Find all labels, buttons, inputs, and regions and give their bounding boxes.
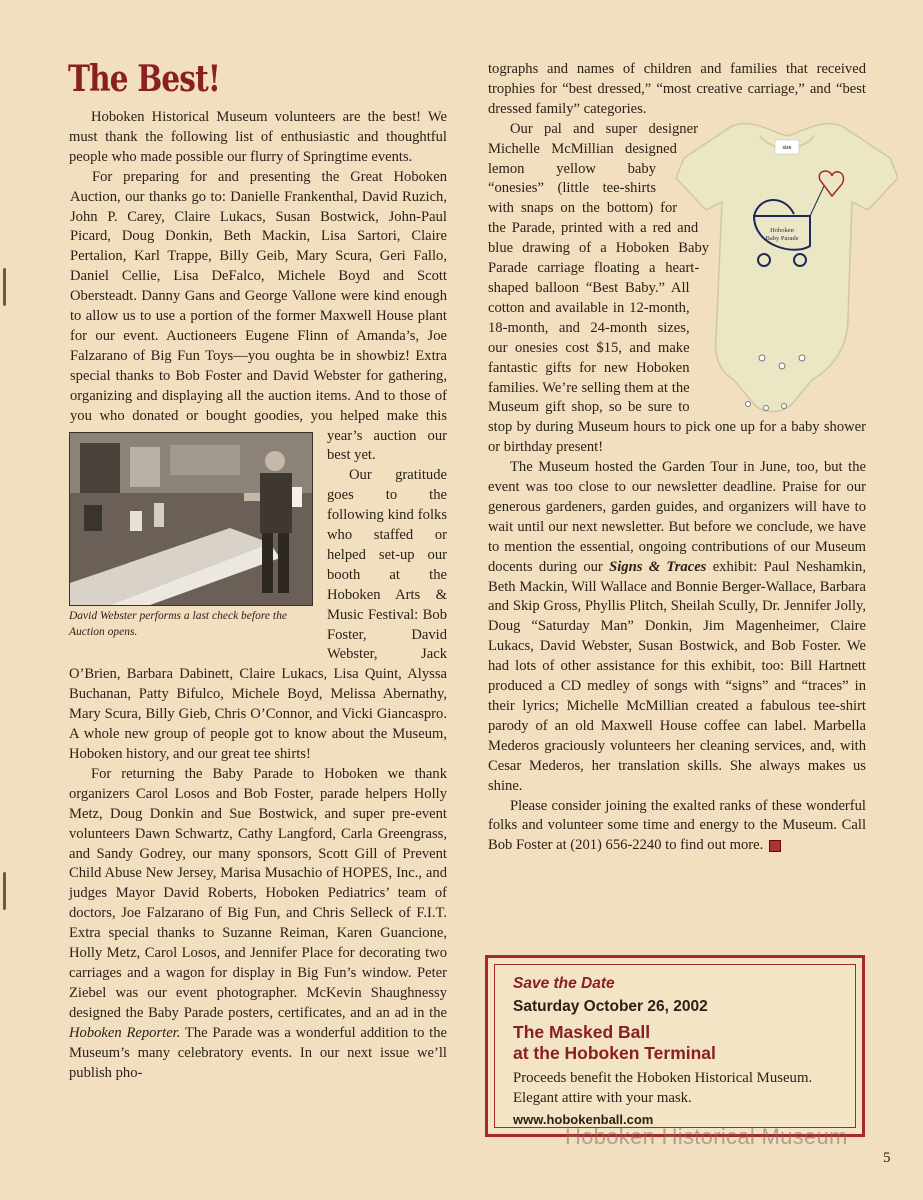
onesie-print-line1: Hoboken: [770, 226, 794, 234]
paragraph-festival: Our gratitude goes to the following kind folks who staffed or helped set-up our booth at the Hoboken Arts & Music Festival: Bob Foster, David Webster, Jack O’Brien, Barbara Dabinett, Claire Lukacs, Lisa Quint, Alyssa Buchanan, Patty Bifulco, Michele Boyd, Melissa Abernathy, Mary Scura, Billy Gieb, Chris O’Connor, and Vicki Giancaspro. A whole new group of people got to know about the Museum, Hoboken history, and our great tee shirts!: [69, 467, 447, 762]
paragraph-onesies: Our pal and super designer Michelle McMillian designed lemon yellow baby “onesies” (little tee-shirts with snaps on the bottom) for the Parade, printed with a red and blue drawing of a Hoboken Baby Parade carriage floating a heart-shaped balloon “Best Baby.” All cotton and available in 12-month, 18-month, and 24-month sizes, our onesies cost $15, and make fantastic gifts for new Hoboken families. We’re selling them at the Museum gift shop, so be sure to stop by during Museum hours to pick one up for a baby shower or birthday present!: [488, 120, 866, 456]
photo-caption: David Webster performs a last check before the Auction opens.: [69, 610, 287, 638]
ad-date: Saturday October 26, 2002: [513, 998, 708, 1015]
paragraph-baby-parade: [69, 765, 447, 1084]
paragraph-closing: [488, 797, 866, 857]
ad-desc-line2: Elegant attire with your mask.: [513, 1090, 692, 1106]
onesie-print-line2: Baby Parade: [765, 234, 799, 242]
right-column: [488, 60, 866, 856]
ad-inner-frame: [494, 964, 856, 1128]
closing-text: Please consider joining the exalted ranks of these wonderful folks and volunteer some time and energy to the Museum. Call Bob Foster at (201) 656-2240 to find out more.: [488, 797, 866, 854]
binder-hole: [3, 872, 6, 910]
baby-parade-text-end: The Parade was a wonderful addition to the Museum’s many celebratory events. In our next issue we’ll publish pho-: [69, 1024, 447, 1081]
binder-hole: [3, 268, 6, 306]
paragraph-intro: Hoboken Historical Museum volunteers are the best! We must thank the following list of enthusiastic and thoughtful people who made possible our flurry of Springtime events.: [69, 109, 447, 165]
photo-illustration: [70, 433, 312, 605]
auction-text: For preparing for and presenting the Great Hoboken Auction, our thanks go to: Danielle Frankenthal, David Ruzich, John P. Carey, Claire Lukacs, Susan Bostwick, John-Paul Picard, Doug Donkin, Beth Mackin, Lisa Sartori, Claire Pertalion, Karl Trappe, Billy Geib, Mary Scura, Geri Fallo, Daniel Cellie, Lisa DeFalco, Michele Boyd and Scott Obersteadt. Danny Gans and George Vallone were kind enough to allow us to use a portion of the former Maxwell House plant for our event. Auctioneers Eugene Flinn of Amanda’s, Joe Falzarano of Big Fun Toys—you oughta be in showbiz! Extra special thanks to Bob Foster and David Webster for gathering, organizing and displaying all the auction items. And to those of you who donated or bought goodies, you helped make this year’s auction our best yet.: [70, 168, 447, 464]
ad-save-heading: Save the Date: [513, 975, 615, 992]
auction-photo: [69, 432, 315, 640]
paragraph-docents: [488, 458, 866, 796]
ad-event-title: [513, 1022, 843, 1064]
paragraph-auction: [69, 168, 447, 467]
page-number: 5: [883, 1150, 891, 1166]
exhibit-name: Signs & Traces: [609, 558, 707, 575]
baby-parade-text: For returning the Baby Parade to Hoboken we thank organizers Carol Losos and Bob Foster, parade helpers Holly Metz, Doug Donkin and Sue Bostwick, and super pre-event volunteers Dawn Schwartz, Cathy Langford, Carla Greengrass, and Sandy Godrey, our many sponsors, Scott Gill of Prevent Child Abuse New Jersey, Marisa Musachio of HOPES, Inc., and judges Mayor David Roberts, Hoboken Pediatrics’ team of doctors, Joe Falzarano of Big Fun, and Chris Selleck of F.I.T. Extra special thanks to Suzanne Reiman, Karen Guancione, Holly Metz, Carol Losos, and Jennifer Place for decorating two carriages and a wagon for display in Big Fun’s window. Peter Ziebel was our event photographer. McKevin Shaughnessy designed the Baby Parade posters, certificates, and an ad in the: [69, 765, 447, 1021]
ad-description: [513, 1068, 843, 1108]
paragraph-trophies: tographs and names of children and families that received trophies for “best dressed,” “most creative carriage,” and “best dressed family” categories.: [488, 61, 866, 117]
end-of-article-icon: [769, 840, 781, 852]
svg-text:size: size: [782, 144, 792, 151]
docents-text-end: exhibit: Paul Neshamkin, Beth Mackin, Will Wallace and Bonnie Berger-Wallace, Barbara and Skip Gross, Phyllis Plitch, Sheilah Scully, Dr. Jennifer Jolly, Doug “Saturday Man” Donkin, Jim Magenheimer, Claire Lukacs, David Webster, Susan Bostwick, and Bob Foster. We had lots of other assistance for this exhibit, too: Bill Hartnett produced a CD medley of songs with “signs” and “traces” in their lyrics; Michelle McMillian created a fabulous tee-shirt parody of an old Maxwell House coffee can label. Marbella Mederos graciously volunteers her cleaning services, and, with Cesar Mederos, her translation skills. She always makes us shine.: [488, 558, 866, 794]
ad-event-line1: The Masked Ball: [513, 1022, 651, 1042]
save-the-date-ad: [485, 955, 865, 1137]
ad-event-line2: at the Hoboken Terminal: [513, 1043, 716, 1063]
docents-text: The Museum hosted the Garden Tour in June, too, but the event was too close to our newsletter deadline. Praise for our generous gardeners, garden guides, and organizers will have to wait until our next newsletter. But before we conclude, we have to mention the essential, ongoing contributions of our Museum docents during our: [488, 459, 866, 575]
photo-image: [69, 432, 313, 606]
publication-name: Hoboken Reporter.: [69, 1024, 181, 1041]
watermark: Hoboken Historical Museum: [565, 1124, 848, 1149]
ad-desc-line1: Proceeds benefit the Hoboken Historical Museum.: [513, 1070, 813, 1086]
ad-website-link[interactable]: www.hobokenball.com: [513, 1112, 654, 1127]
page-title: The Best!: [68, 58, 221, 100]
